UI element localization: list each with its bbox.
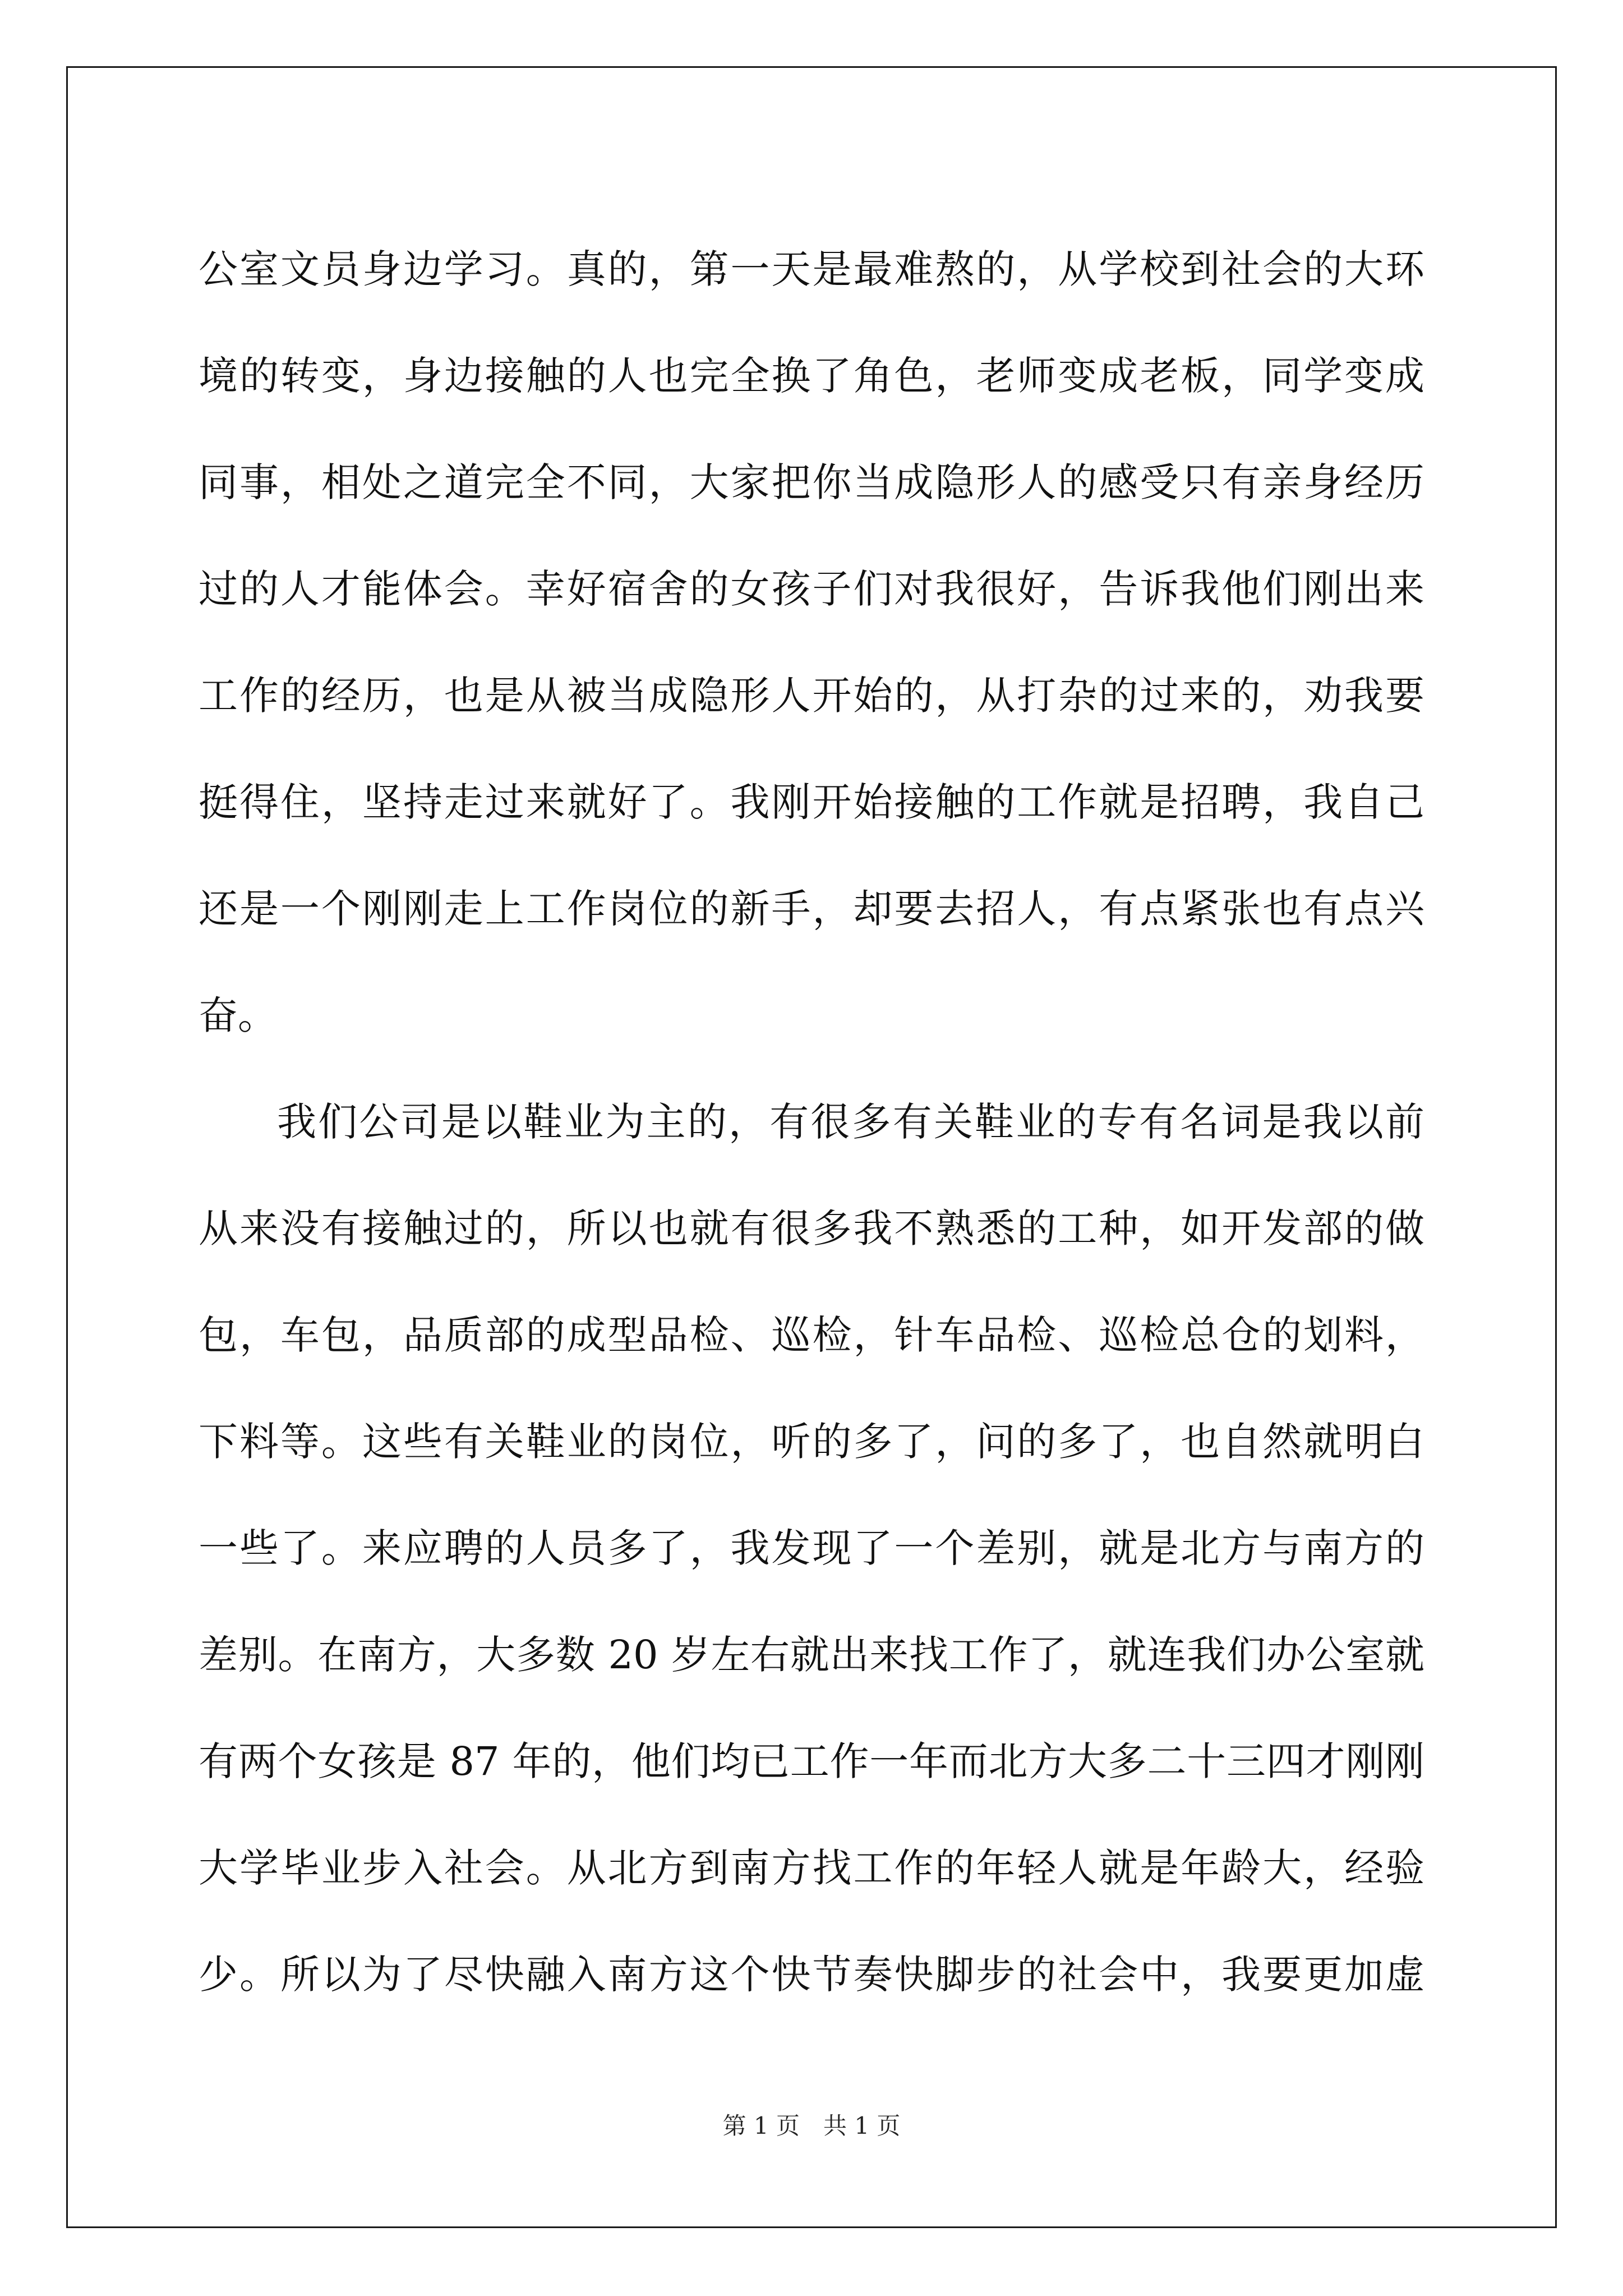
text-line: 从来没有接触过的，所以也就有很多我不熟悉的工种，如开发部的做: [199, 1205, 1424, 1251]
page-footer: [0, 2109, 1623, 2143]
text-line: 挺得住，坚持走过来就好了。我刚开始接触的工作就是招聘，我自己: [199, 779, 1424, 825]
document-body: [199, 216, 1424, 2028]
text-line: 少。所以为了尽快融入南方这个快节奏快脚步的社会中，我要更加虚: [199, 1952, 1424, 1998]
page-number-label: 第 1 页 共 1 页: [722, 2112, 901, 2139]
text-line: 有两个女孩是 87 年的，他们均已工作一年而北方大多二十三四才刚刚: [199, 1738, 1424, 1784]
text-line: 过的人才能体会。幸好宿舍的女孩子们对我很好，告诉我他们刚出来: [199, 566, 1424, 612]
text-line: 我们公司是以鞋业为主的，有很多有关鞋业的专有名词是我以前: [277, 1099, 1424, 1145]
text-line: 大学毕业步入社会。从北方到南方找工作的年轻人就是年龄大，经验: [199, 1845, 1424, 1891]
text-line: 差别。在南方，大多数 20 岁左右就出来找工作了，就连我们办公室就: [199, 1632, 1424, 1678]
text-line: 下料等。这些有关鞋业的岗位，听的多了，问的多了，也自然就明白: [199, 1419, 1424, 1465]
text-line: 同事，相处之道完全不同，大家把你当成隐形人的感受只有亲身经历: [199, 459, 1424, 505]
text-line: 公室文员身边学习。真的，第一天是最难熬的，从学校到社会的大环: [199, 246, 1424, 292]
text-line: 还是一个刚刚走上工作岗位的新手，却要去招人，有点紧张也有点兴: [199, 886, 1424, 932]
paragraph-2: [199, 1069, 1424, 2028]
text-line: 奋。: [199, 992, 277, 1038]
text-line: 包，车包，品质部的成型品检、巡检，针车品检、巡检总仓的划料，: [199, 1312, 1424, 1358]
text-line: 工作的经历，也是从被当成隐形人开始的，从打杂的过来的，劝我要: [199, 673, 1424, 719]
text-line: 境的转变，身边接触的人也完全换了角色，老师变成老板，同学变成: [199, 353, 1424, 399]
text-line: 一些了。来应聘的人员多了，我发现了一个差别，就是北方与南方的: [199, 1525, 1424, 1571]
paragraph-1: [199, 216, 1424, 1069]
